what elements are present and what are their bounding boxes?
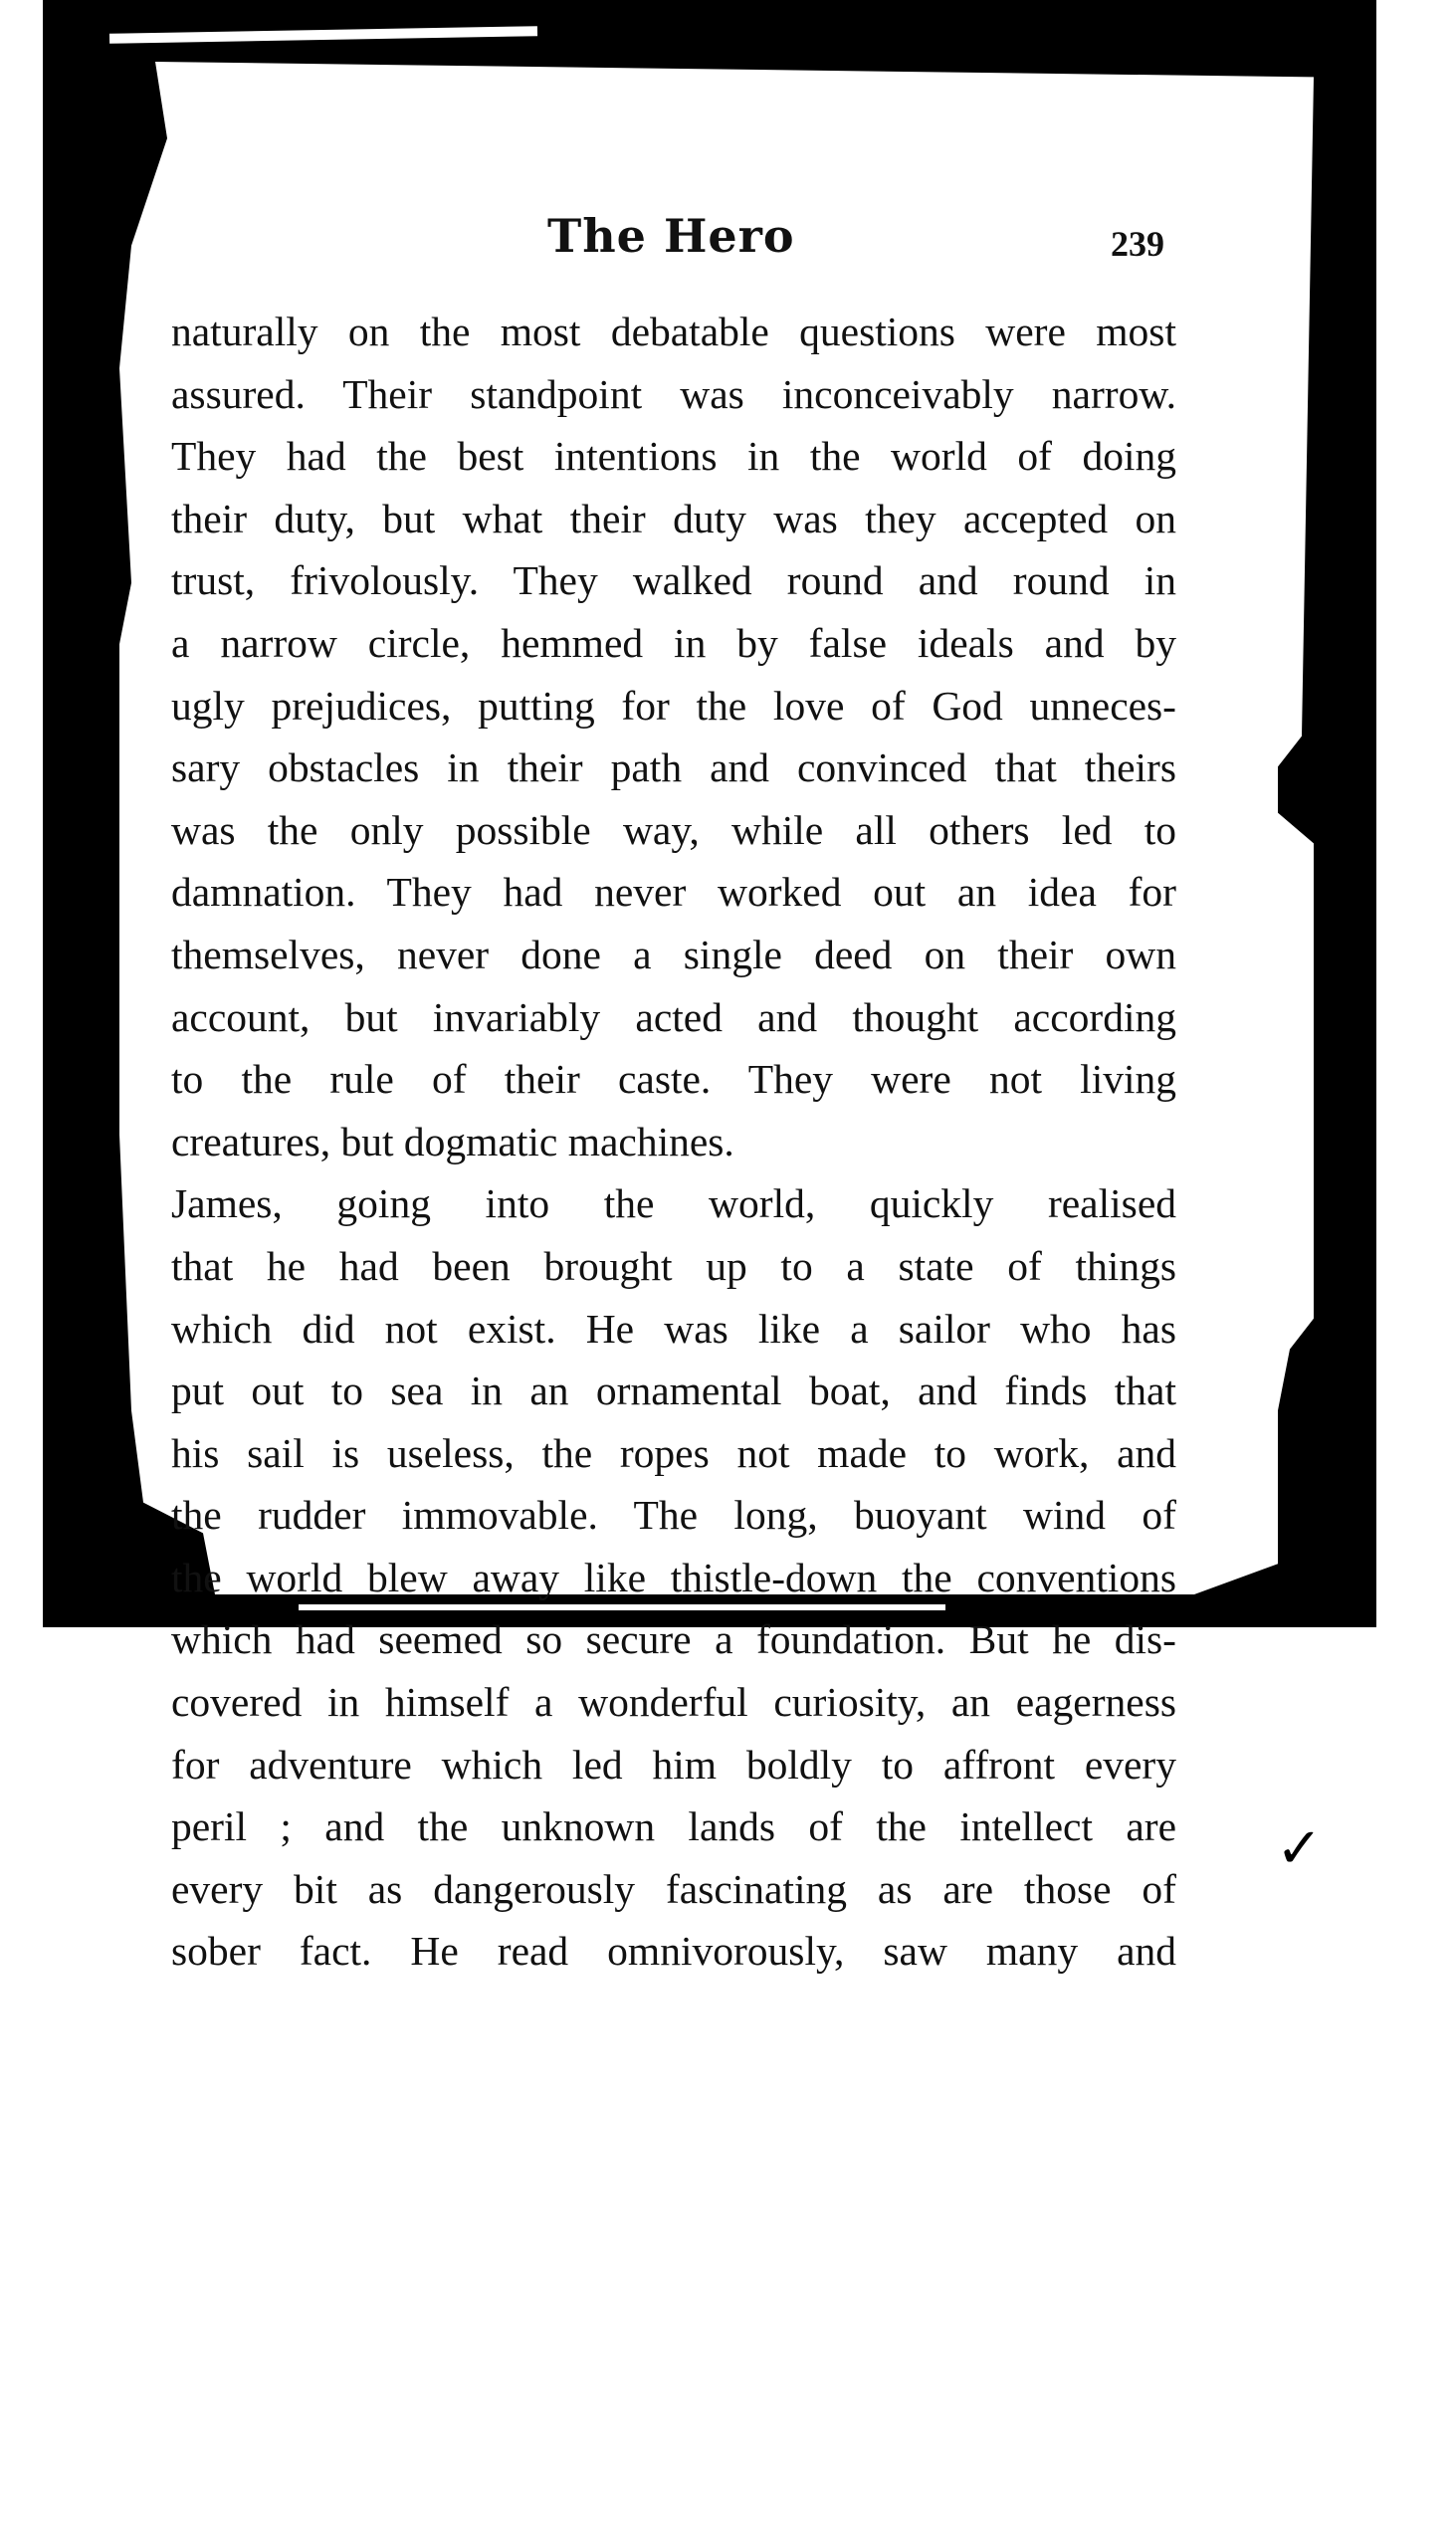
text-line: They had the best intentions in the world of doing: [171, 433, 1176, 480]
text-line: a narrow circle, hemmed in by false ideals and by: [171, 619, 1176, 666]
text-line: his sail is useless, the ropes not made to work, and: [171, 1429, 1176, 1476]
text-line: naturally on the most debatable questions were most: [171, 309, 1176, 354]
text-line: sary obstacles in their path and convinced that theirs: [171, 744, 1176, 791]
page-number: 239: [1111, 224, 1164, 264]
paragraph-2: [171, 1172, 1176, 1983]
text-line: themselves, never done a single deed on their own: [171, 931, 1176, 977]
text-line: the world blew away like thistle-down the conventions: [171, 1554, 1176, 1600]
text-line: every bit as dangerously fascinating as are those of: [171, 1865, 1176, 1912]
text-line: to the rule of their caste. They were not living: [171, 1056, 1176, 1103]
text-line: their duty, but what their duty was they accepted on: [171, 495, 1176, 541]
text-line: which had seemed so secure a foundation. But he dis-: [171, 1616, 1176, 1663]
text-line: sober fact. He read omnivorously, saw many and: [171, 1928, 1176, 1975]
text-line: trust, frivolously. They walked round and round in: [171, 557, 1176, 604]
text-line: covered in himself a wonderful curiosity, an eagerness: [171, 1679, 1176, 1726]
text-line: ugly prejudices, putting for the love of God unneces-: [171, 682, 1176, 729]
text-line: for adventure which led him boldly to affront every: [171, 1741, 1176, 1788]
text-line: peril ; and the unknown lands of the intellect are: [171, 1803, 1176, 1850]
page-header: [169, 209, 1174, 279]
text-line: assured. Their standpoint was inconceivably narrow.: [171, 370, 1176, 417]
text-line: which did not exist. He was like a sailor who has: [171, 1305, 1176, 1352]
text-line: put out to sea in an ornamental boat, and finds that: [171, 1368, 1176, 1414]
text-line: creatures, but dogmatic machines.: [171, 1118, 734, 1164]
body-text: [171, 301, 1176, 1983]
text-line: damnation. They had never worked out an idea for: [171, 869, 1176, 916]
text-line: the rudder immovable. The long, buoyant wind of: [171, 1492, 1176, 1539]
margin-check-mark: ✓: [1276, 1816, 1323, 1881]
text-line: that he had been brought up to a state of things: [171, 1242, 1176, 1289]
text-line: James, going into the world, quickly realised: [171, 1180, 1176, 1227]
running-title: The Hero: [547, 209, 795, 263]
text-line: was the only possible way, while all others led to: [171, 806, 1176, 853]
paragraph-1: [171, 301, 1176, 1172]
text-line: account, but invariably acted and thought according: [171, 993, 1176, 1040]
